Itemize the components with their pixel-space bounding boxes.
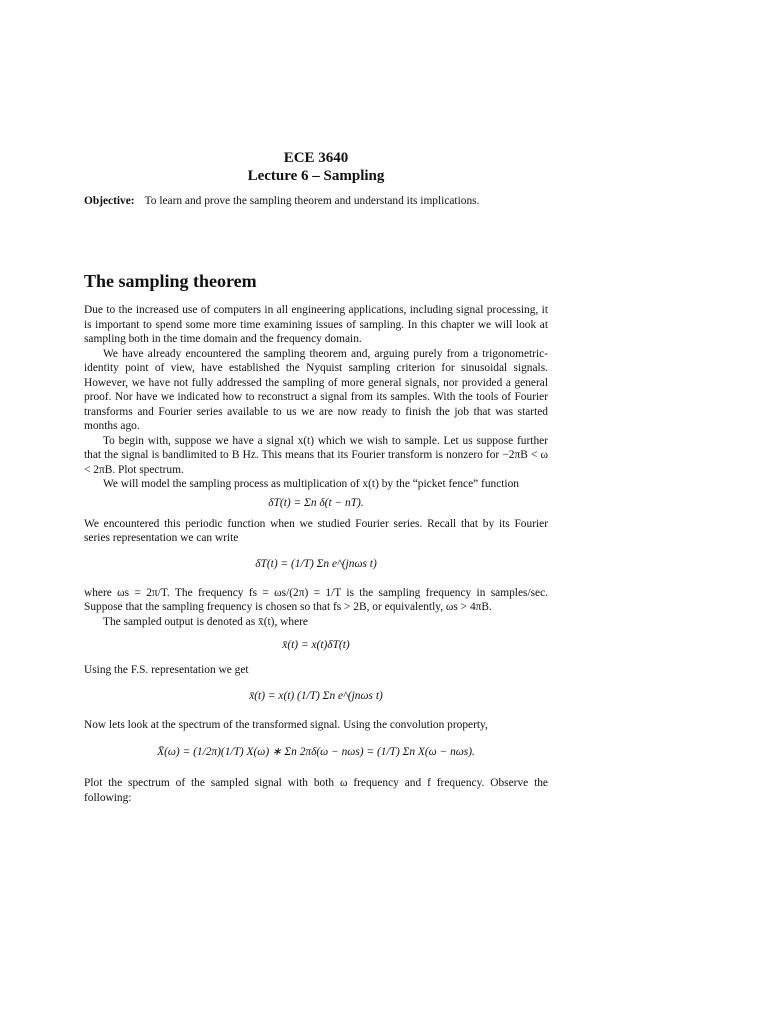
paragraph-9: Now lets look at the spectrum of the transformed signal. Using the convolution property, [84, 718, 488, 731]
objective-label: Objective: [84, 195, 135, 207]
paragraph-5: We encountered this periodic function when we studied Fourier series. Recall that by its Fourier series representation we can write [84, 517, 548, 544]
objective-statement [84, 194, 548, 208]
paragraph-7: The sampled output is denoted as x̄(t), where [103, 615, 308, 628]
paragraph-4: We will model the sampling process as multiplication of x(t) by the “picket fence” function [103, 478, 519, 490]
document-page [84, 0, 548, 1024]
document-title-block [84, 149, 548, 185]
lecture-title: Lecture 6 – Sampling [247, 168, 385, 184]
paragraph-10: Plot the spectrum of the sampled signal with both ω frequency and f frequency. Observe the following: [84, 777, 548, 804]
paragraph-1: Due to the increased use of computers in all engineering applications, including signal processing, it is important to spend some more time examining issues of sampling. In this chapter we will look at sampling both in the time domain and the frequency domain. [84, 304, 548, 345]
paragraph-6: where ωs = 2π/T. The frequency fs = ωs/(2π) = 1/T is the sampling frequency in samples/sec. Suppose that the sampling frequency is chosen so that fs > 2B, or equivalently, ωs > 4πB. [84, 586, 548, 613]
paragraph-8: Using the F.S. representation we get [84, 664, 249, 676]
section-body [84, 303, 548, 805]
paragraph-3: To begin with, suppose we have a signal x(t) which we wish to sample. Let us suppose further that the signal is bandlimited to B Hz. This means that its Fourier transform is nonzero for −2πB < ω < 2πB. Plot spectrum. [84, 434, 548, 476]
paragraph-2: We have already encountered the sampling theorem and, arguing purely from a trigonometric-identity point of view, have established the Nyquist sampling criterion for sinusoidal signals. However, we have not fully addressed the sampling of more general signals, nor provided a general proof. Nor have we indicated how to reconstruct a signal from its samples. With the tools of Fourier transforms and Fourier series available to us we are now ready to finish the job that was started months ago. [84, 347, 548, 432]
course-title: ECE 3640 [283, 150, 349, 166]
equation-sampled-output: x̄(t) = x(t)δT(t) [282, 639, 350, 651]
equation-picket-fence: δT(t) = Σn δ(t − nT). [268, 496, 364, 509]
objective-text: To learn and prove the sampling theorem and understand its implications. [144, 195, 480, 207]
equation-fs-representation: x̄(t) = x(t) (1/T) Σn e^(jnωs t) [249, 689, 383, 702]
equation-spectrum: X̄(ω) = (1/2π)(1/T) X(ω) ∗ Σn 2πδ(ω − nωs) = (1/T) Σn X(ω − nωs). [157, 746, 475, 758]
equation-fourier-series: δT(t) = (1/T) Σn e^(jnωs t) [255, 557, 377, 570]
section-heading: The sampling theorem [84, 271, 257, 291]
